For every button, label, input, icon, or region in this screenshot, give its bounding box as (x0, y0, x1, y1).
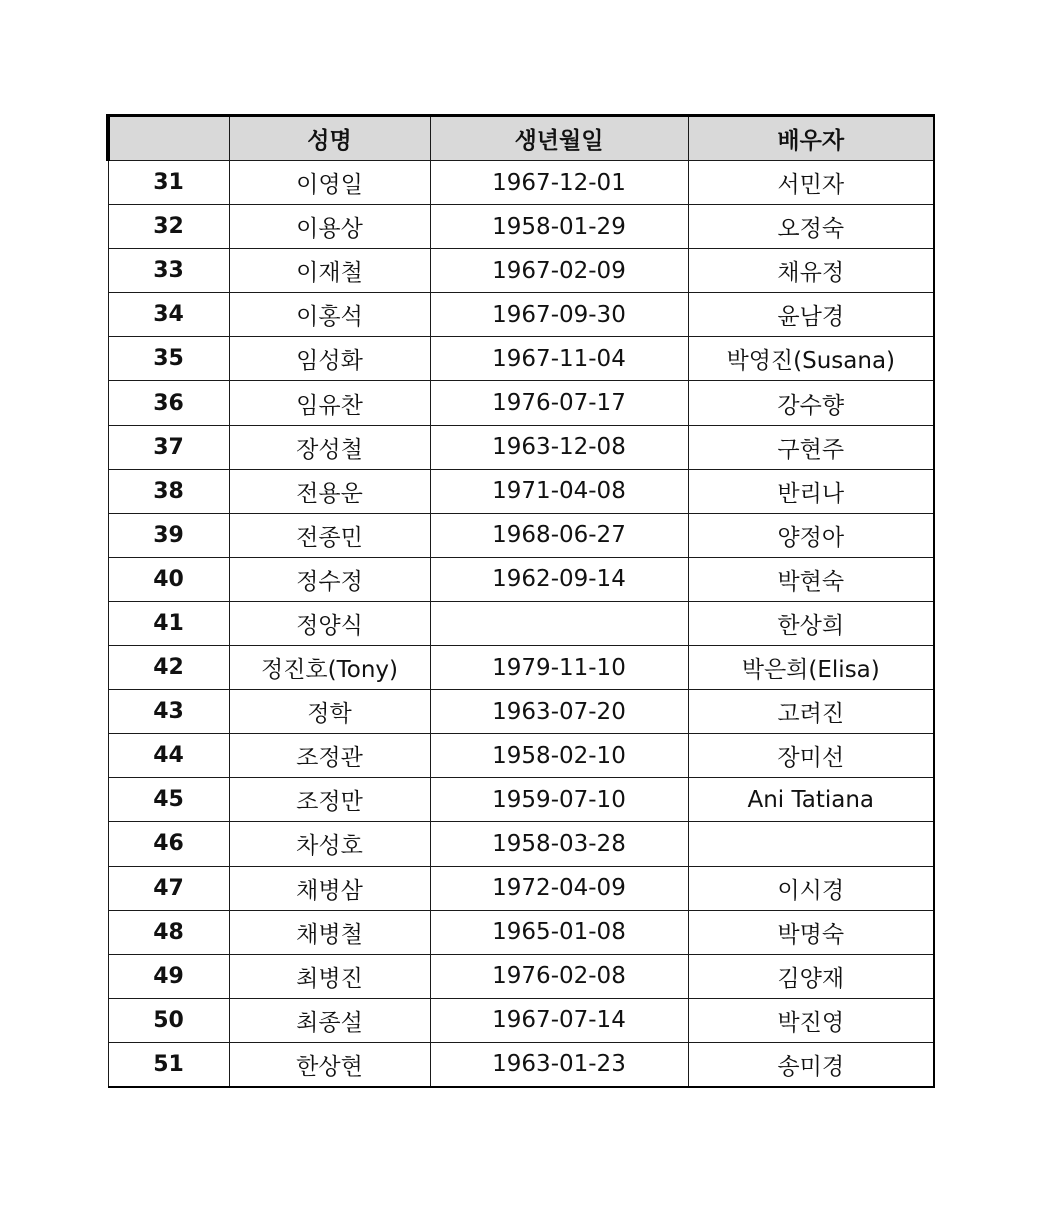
row-number: 37 (108, 425, 229, 469)
row-number: 46 (108, 822, 229, 866)
row-spouse: Ani Tatiana (688, 778, 934, 822)
table-row (108, 557, 934, 601)
row-birthdate: 1976-02-08 (430, 954, 688, 998)
row-spouse: 한상희 (688, 601, 934, 645)
row-name: 임성화 (229, 337, 430, 381)
table-row (108, 601, 934, 645)
table-row (108, 646, 934, 690)
row-spouse: 송미경 (688, 1042, 934, 1087)
table-header (108, 116, 934, 161)
row-birthdate: 1958-02-10 (430, 734, 688, 778)
table-row (108, 425, 934, 469)
row-birthdate: 1962-09-14 (430, 557, 688, 601)
table-row (108, 690, 934, 734)
row-spouse: 양정아 (688, 513, 934, 557)
row-number: 48 (108, 910, 229, 954)
row-spouse: 오정숙 (688, 205, 934, 249)
table-row (108, 293, 934, 337)
row-name: 임유찬 (229, 381, 430, 425)
row-spouse: 고려진 (688, 690, 934, 734)
row-number: 33 (108, 249, 229, 293)
row-name: 장성철 (229, 425, 430, 469)
header-number (108, 116, 229, 161)
row-name: 조정관 (229, 734, 430, 778)
row-spouse: 강수향 (688, 381, 934, 425)
row-name: 정학 (229, 690, 430, 734)
row-name: 차성호 (229, 822, 430, 866)
row-birthdate: 1971-04-08 (430, 469, 688, 513)
table-row (108, 161, 934, 205)
row-birthdate: 1967-07-14 (430, 998, 688, 1042)
row-birthdate: 1976-07-17 (430, 381, 688, 425)
row-number: 40 (108, 557, 229, 601)
row-spouse: 서민자 (688, 161, 934, 205)
row-number: 47 (108, 866, 229, 910)
row-spouse: 박진영 (688, 998, 934, 1042)
row-spouse: 윤남경 (688, 293, 934, 337)
table-row (108, 1042, 934, 1087)
row-number: 32 (108, 205, 229, 249)
table-row (108, 513, 934, 557)
row-number: 51 (108, 1042, 229, 1087)
row-birthdate: 1972-04-09 (430, 866, 688, 910)
row-birthdate: 1967-09-30 (430, 293, 688, 337)
row-name: 정진호(Tony) (229, 646, 430, 690)
row-number: 44 (108, 734, 229, 778)
row-name: 조정만 (229, 778, 430, 822)
row-birthdate: 1963-07-20 (430, 690, 688, 734)
row-name: 이영일 (229, 161, 430, 205)
table-row (108, 866, 934, 910)
row-spouse (688, 822, 934, 866)
table-body (108, 161, 934, 1087)
row-number: 41 (108, 601, 229, 645)
row-name: 전용운 (229, 469, 430, 513)
row-spouse: 박현숙 (688, 557, 934, 601)
row-name: 채병철 (229, 910, 430, 954)
header-name: 성명 (229, 116, 430, 161)
row-name: 이용상 (229, 205, 430, 249)
row-number: 35 (108, 337, 229, 381)
row-birthdate: 1958-03-28 (430, 822, 688, 866)
row-number: 50 (108, 998, 229, 1042)
table-row (108, 469, 934, 513)
row-birthdate: 1979-11-10 (430, 646, 688, 690)
table-row (108, 337, 934, 381)
row-number: 42 (108, 646, 229, 690)
table-row (108, 734, 934, 778)
header-birthdate: 생년월일 (430, 116, 688, 161)
row-name: 최병진 (229, 954, 430, 998)
row-birthdate: 1958-01-29 (430, 205, 688, 249)
row-birthdate: 1959-07-10 (430, 778, 688, 822)
row-number: 31 (108, 161, 229, 205)
table-row (108, 998, 934, 1042)
table-row (108, 249, 934, 293)
header-row (108, 116, 934, 161)
row-name: 정수정 (229, 557, 430, 601)
row-number: 34 (108, 293, 229, 337)
row-birthdate: 1963-12-08 (430, 425, 688, 469)
member-table (106, 114, 935, 1088)
row-spouse: 이시경 (688, 866, 934, 910)
row-name: 전종민 (229, 513, 430, 557)
row-number: 39 (108, 513, 229, 557)
row-birthdate: 1967-12-01 (430, 161, 688, 205)
row-spouse: 구현주 (688, 425, 934, 469)
row-spouse: 박명숙 (688, 910, 934, 954)
row-name: 한상현 (229, 1042, 430, 1087)
table-row (108, 822, 934, 866)
row-number: 49 (108, 954, 229, 998)
table-row (108, 910, 934, 954)
row-name: 정양식 (229, 601, 430, 645)
table-row (108, 954, 934, 998)
row-number: 43 (108, 690, 229, 734)
row-name: 최종설 (229, 998, 430, 1042)
table-row (108, 778, 934, 822)
row-number: 36 (108, 381, 229, 425)
row-birthdate: 1967-11-04 (430, 337, 688, 381)
row-number: 38 (108, 469, 229, 513)
row-birthdate: 1968-06-27 (430, 513, 688, 557)
row-name: 이재철 (229, 249, 430, 293)
table-row (108, 381, 934, 425)
row-spouse: 박은희(Elisa) (688, 646, 934, 690)
row-spouse: 박영진(Susana) (688, 337, 934, 381)
table-row (108, 205, 934, 249)
row-birthdate: 1963-01-23 (430, 1042, 688, 1087)
row-birthdate: 1967-02-09 (430, 249, 688, 293)
row-spouse: 김양재 (688, 954, 934, 998)
row-name: 채병삼 (229, 866, 430, 910)
row-spouse: 채유정 (688, 249, 934, 293)
row-name: 이홍석 (229, 293, 430, 337)
header-spouse: 배우자 (688, 116, 934, 161)
row-spouse: 장미선 (688, 734, 934, 778)
row-birthdate: 1965-01-08 (430, 910, 688, 954)
row-spouse: 반리나 (688, 469, 934, 513)
row-number: 45 (108, 778, 229, 822)
row-birthdate (430, 601, 688, 645)
